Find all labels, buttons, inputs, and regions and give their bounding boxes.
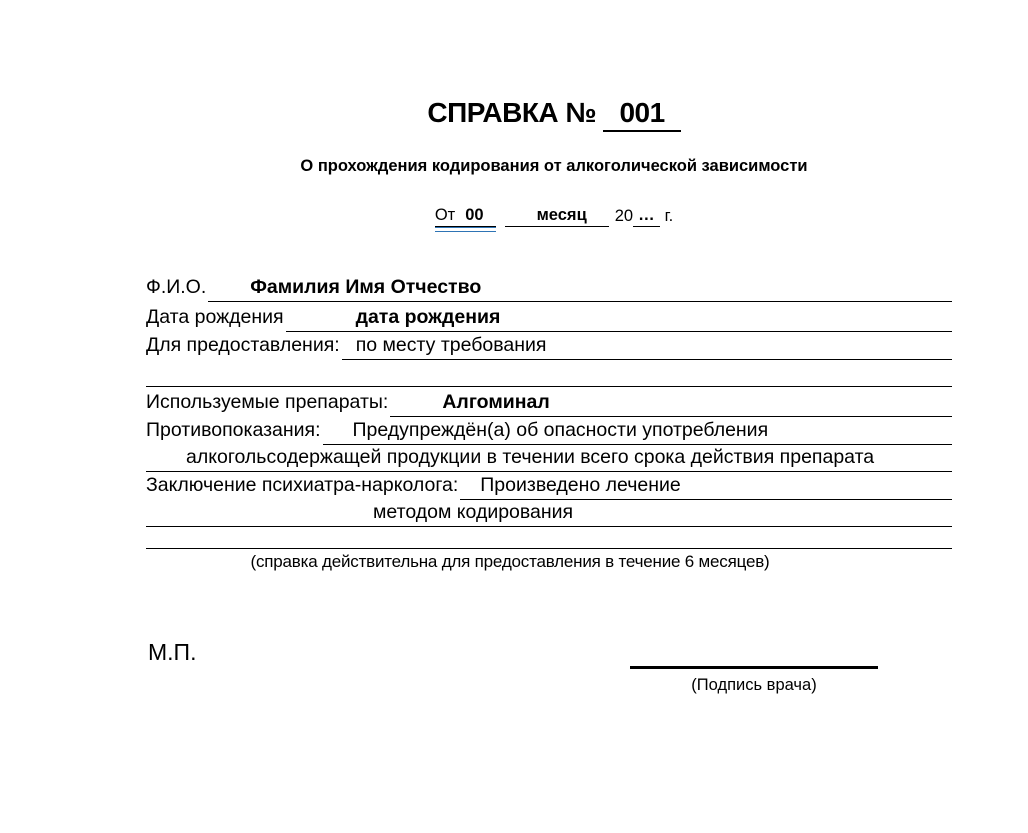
- underline-fill: [146, 359, 952, 387]
- document-subtitle: О прохождения кодирования от алкоголической зависимости: [300, 157, 808, 175]
- form-line-birthdate: [146, 304, 952, 332]
- underline-fill: [874, 444, 952, 472]
- contraindications-value-line1: Предупреждён(а) об опасности употребления: [353, 417, 769, 445]
- conclusion-value-line2: методом кодирования: [373, 499, 573, 527]
- signature-line: [630, 640, 878, 669]
- conclusion-label: Заключение психиатра-нарколога:: [146, 474, 459, 496]
- underline-fill: [146, 521, 952, 549]
- stamp-place-label: М.П.: [148, 639, 197, 665]
- form-line-provide: [146, 332, 952, 360]
- underline-gap: [146, 444, 186, 472]
- fio-value: Фамилия Имя Отчество: [250, 274, 481, 302]
- form-line-fio: [146, 274, 952, 302]
- form-line-empty-1: [146, 359, 952, 387]
- certificate-number: 001: [619, 97, 665, 128]
- date-century: 20: [614, 207, 634, 225]
- date-month-group: [505, 204, 609, 227]
- underline-fill: [681, 472, 952, 500]
- form-line-contraindications-1: [146, 417, 952, 445]
- fio-label: Ф.И.О.: [146, 276, 207, 298]
- form-line-conclusion-1: [146, 472, 952, 500]
- drugs-value: Алгоминал: [442, 389, 549, 417]
- birthdate-value: дата рождения: [356, 304, 501, 332]
- underline-gap: [460, 472, 480, 500]
- underline-fill: [768, 417, 952, 445]
- date-from-label: От: [434, 206, 456, 224]
- signature-caption: (Подпись врача): [691, 676, 817, 694]
- date-line: [146, 204, 962, 227]
- form-line-contraindications-2: [146, 444, 952, 472]
- date-year-unit: г.: [664, 207, 674, 225]
- date-day-value: 00: [465, 206, 484, 224]
- underline-fill: [546, 332, 952, 360]
- underline-fill: [481, 274, 952, 302]
- date-year-dots: …: [633, 204, 660, 227]
- conclusion-value-line1: Произведено лечение: [480, 472, 680, 500]
- underline-gap: [323, 417, 353, 445]
- provide-label: Для предоставления:: [146, 334, 340, 356]
- certificate-number-underline: [603, 96, 680, 132]
- drugs-label: Используемые препараты:: [146, 391, 389, 413]
- provide-value: по месту требования: [356, 332, 547, 360]
- validity-note: (справка действительна для предоставления в течение 6 месяцев): [250, 552, 770, 571]
- date-month-value: месяц: [536, 206, 587, 224]
- date-from-group: [435, 204, 496, 227]
- contraindications-value-line2: алкогольсодержащей продукции в течении всего срока действия препарата: [186, 444, 874, 472]
- underline-gap: [390, 389, 442, 417]
- document-title-text: СПРАВКА №: [427, 97, 597, 128]
- document-title: [146, 96, 962, 132]
- underline-gap: [286, 304, 356, 332]
- underline-fill: [550, 389, 952, 417]
- form-line-drugs: [146, 389, 952, 417]
- birthdate-label: Дата рождения: [146, 306, 284, 328]
- form-line-empty-2: [146, 521, 952, 549]
- underline-fill: [500, 304, 952, 332]
- underline-gap: [208, 274, 250, 302]
- contraindications-label: Противопоказания:: [146, 419, 321, 441]
- underline-gap: [342, 332, 356, 360]
